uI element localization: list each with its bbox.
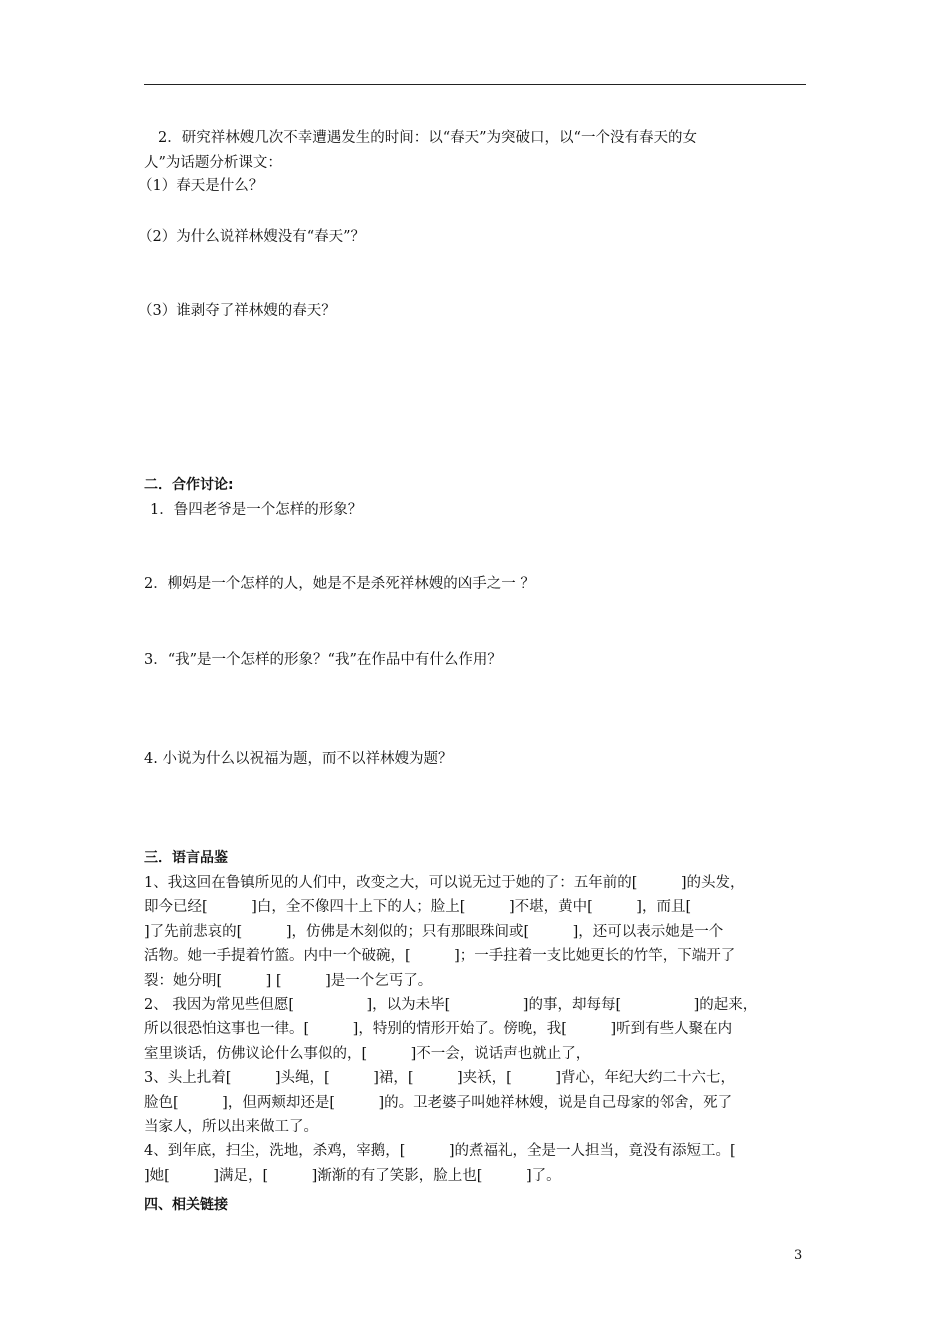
text-line: ]她[ ]满足，[ ]渐渐的有了笑影，脸上也[ ]了。 — [144, 1167, 561, 1184]
text-line: ]了先前悲哀的[ ]，仿佛是木刻似的；只有那眼珠间或[ ]，还可以表示她是一个 — [144, 923, 724, 940]
text-line: 3、头上扎着[ ]头绳，[ ]裙，[ ]夹袄，[ ]背心，年纪大约二十六七， — [144, 1070, 735, 1087]
section-3-heading: 三．语言品鉴 — [144, 850, 228, 866]
section-2-heading: 二．合作讨论: — [144, 477, 234, 493]
header-rule — [144, 84, 806, 85]
text-line: 脸色[ ]，但两颊却还是[ ]的。卫老婆子叫她祥林嫂，说是自己母家的邻舍，死了 — [144, 1094, 733, 1111]
sub-question-2: （2）为什么说祥林嫂没有“春天”？ — [138, 229, 366, 245]
language-appreciation-text — [144, 871, 809, 1188]
sub-question-3: （3）谁剥夺了祥林嫂的春天？ — [138, 303, 336, 319]
discussion-question-4: 4. 小说为什么以祝福为题，而不以祥林嫂为题？ — [144, 751, 453, 767]
question-2-line-1: 2．研究祥林嫂几次不幸遭遇发生的时间：以“春天”为突破口，以“一个没有春天的女 — [158, 130, 697, 146]
discussion-question-1: 1．鲁四老爷是一个怎样的形象？ — [150, 502, 363, 518]
page-number: 3 — [794, 1248, 803, 1263]
discussion-question-2: 2．柳妈是一个怎样的人，她是不是杀死祥林嫂的凶手之一 ？ — [144, 576, 535, 592]
discussion-question-3: 3．“我”是一个怎样的形象？“我”在作品中有什么作用？ — [144, 652, 502, 668]
text-line: 当家人，所以出来做工了。 — [144, 1119, 318, 1136]
sub-question-1: （1）春天是什么？ — [138, 178, 264, 194]
text-line: 4、到年底，扫尘，洗地，杀鸡，宰鹅，[ ]的煮福礼，全是一人担当，竟没有添短工。[ — [144, 1143, 736, 1160]
text-line: 裂：她分明[ ] [ ]是一个乞丐了。 — [144, 972, 433, 989]
text-line: 1、我这回在鲁镇所见的人们中，改变之大，可以说无过于她的了：五年前的[ ]的头发， — [144, 875, 745, 891]
text-line: 即今已经[ ]白，全不像四十上下的人；脸上[ ]不堪，黄中[ ]，而且[ — [144, 899, 692, 916]
section-4-heading: 四、相关链接 — [144, 1197, 228, 1213]
text-line: 2、 我因为常见些但愿[ ]，以为未毕[ ]的事，却每每[ ]的起来， — [144, 997, 758, 1014]
text-line: 活物。她一手提着竹篮。内中一个破碗，[ ]；一手拄着一支比她更长的竹竿，下端开了 — [144, 948, 736, 965]
text-line: 室里谈话，仿佛议论什么事似的，[ ]不一会，说话声也就止了， — [144, 1045, 591, 1062]
question-2-line-2: 人”为话题分析课文： — [144, 155, 282, 171]
text-line: 所以很恐怕这事也一律。[ ]，特别的情形开始了。傍晚，我[ ]听到有些人聚在内 — [144, 1021, 733, 1038]
